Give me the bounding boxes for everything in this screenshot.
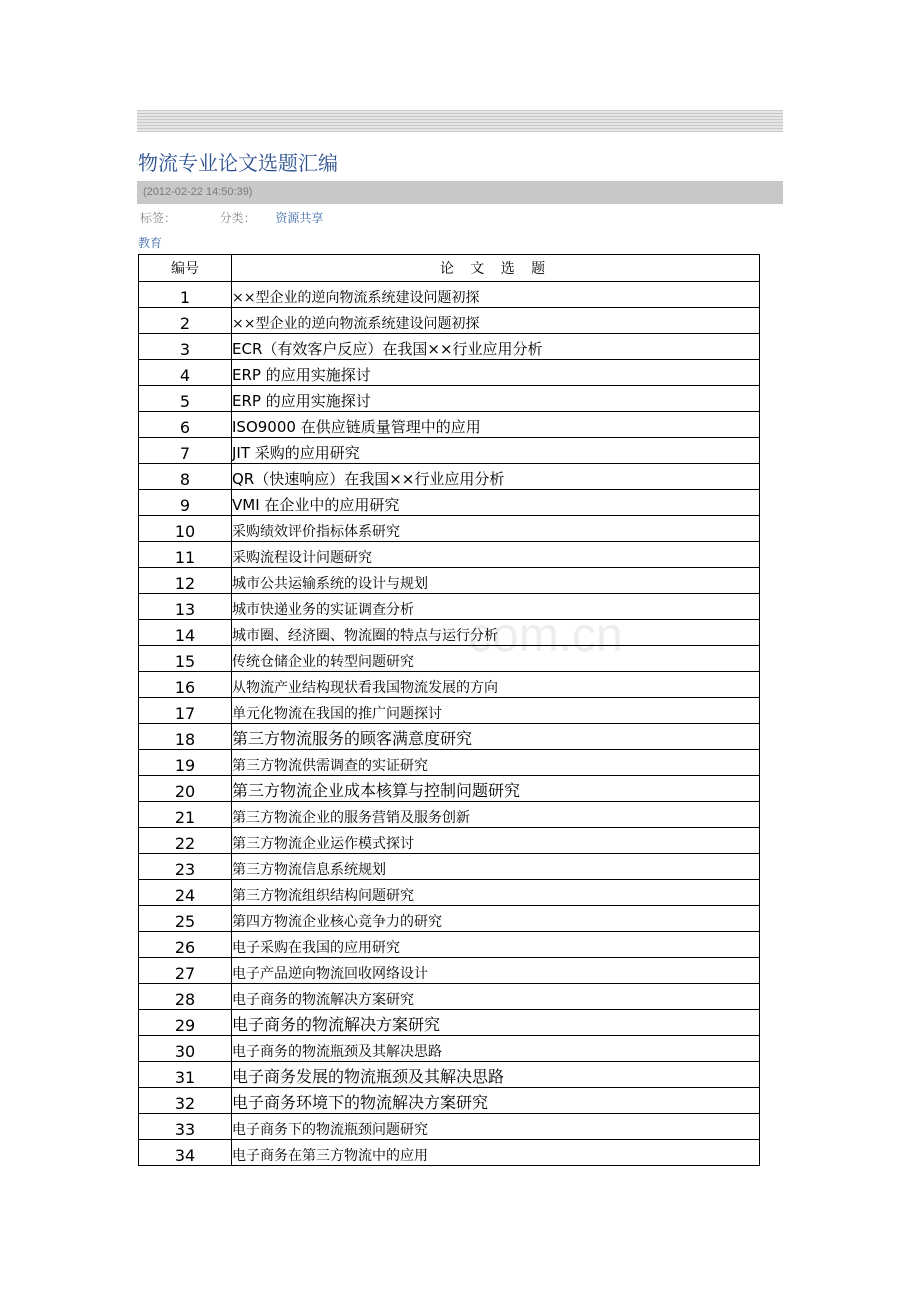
row-topic: 城市圈、经济圈、物流圈的特点与运行分析 xyxy=(232,620,760,646)
row-topic: ISO9000 在供应链质量管理中的应用 xyxy=(232,412,760,438)
header-bar xyxy=(137,110,783,132)
table-row xyxy=(139,386,760,412)
row-number: 2 xyxy=(139,308,232,334)
row-topic: JIT 采购的应用研究 xyxy=(232,438,760,464)
row-topic: 电子商务的物流解决方案研究 xyxy=(232,1010,760,1036)
table-row xyxy=(139,958,760,984)
table-row xyxy=(139,438,760,464)
article-datetime: (2012-02-22 14:50:39) xyxy=(143,186,253,198)
table-row xyxy=(139,1036,760,1062)
row-topic: ECR（有效客户反应）在我国××行业应用分析 xyxy=(232,334,760,360)
table-row xyxy=(139,984,760,1010)
table-row xyxy=(139,750,760,776)
table-row xyxy=(139,724,760,750)
row-number: 25 xyxy=(139,906,232,932)
row-number: 22 xyxy=(139,828,232,854)
row-topic: 采购流程设计问题研究 xyxy=(232,542,760,568)
table-row xyxy=(139,802,760,828)
row-topic: 电子商务环境下的物流解决方案研究 xyxy=(232,1088,760,1114)
row-number: 5 xyxy=(139,386,232,412)
row-number: 27 xyxy=(139,958,232,984)
category-label: 分类： xyxy=(219,211,256,225)
tags-label: 标签： xyxy=(140,211,177,225)
table-header-row xyxy=(139,255,760,282)
table-row xyxy=(139,698,760,724)
table-row xyxy=(139,1140,760,1166)
table-row xyxy=(139,568,760,594)
table-row xyxy=(139,906,760,932)
row-number: 8 xyxy=(139,464,232,490)
table-row xyxy=(139,646,760,672)
category-link-resource-share[interactable]: 资源共享 xyxy=(275,211,324,225)
table-row xyxy=(139,516,760,542)
row-topic: 电子产品逆向物流回收网络设计 xyxy=(232,958,760,984)
row-number: 30 xyxy=(139,1036,232,1062)
row-topic: QR（快速响应）在我国××行业应用分析 xyxy=(232,464,760,490)
row-number: 13 xyxy=(139,594,232,620)
table-row xyxy=(139,1010,760,1036)
row-number: 29 xyxy=(139,1010,232,1036)
row-number: 34 xyxy=(139,1140,232,1166)
row-topic: 电子商务发展的物流瓶颈及其解决思路 xyxy=(232,1062,760,1088)
row-number: 1 xyxy=(139,282,232,308)
table-row xyxy=(139,932,760,958)
table-row xyxy=(139,1088,760,1114)
row-topic: 第四方物流企业核心竞争力的研究 xyxy=(232,906,760,932)
row-topic: ××型企业的逆向物流系统建设问题初探 xyxy=(232,308,760,334)
topics-table xyxy=(138,254,760,1166)
header-number: 编号 xyxy=(139,255,232,282)
table-row xyxy=(139,308,760,334)
row-number: 11 xyxy=(139,542,232,568)
row-topic: 第三方物流信息系统规划 xyxy=(232,854,760,880)
row-topic: 传统仓储企业的转型问题研究 xyxy=(232,646,760,672)
category-link-education[interactable]: 教育 xyxy=(138,236,163,250)
table-row xyxy=(139,334,760,360)
row-number: 24 xyxy=(139,880,232,906)
row-topic: 电子商务的物流解决方案研究 xyxy=(232,984,760,1010)
row-number: 4 xyxy=(139,360,232,386)
row-number: 32 xyxy=(139,1088,232,1114)
row-number: 26 xyxy=(139,932,232,958)
date-bar xyxy=(137,181,783,204)
row-number: 15 xyxy=(139,646,232,672)
table-row xyxy=(139,282,760,308)
row-topic: 电子商务下的物流瓶颈问题研究 xyxy=(232,1114,760,1140)
row-number: 9 xyxy=(139,490,232,516)
row-topic: 第三方物流服务的顾客满意度研究 xyxy=(232,724,760,750)
header-topic: 论 文 选 题 xyxy=(232,255,760,282)
row-number: 12 xyxy=(139,568,232,594)
table-row xyxy=(139,490,760,516)
table-row xyxy=(139,360,760,386)
table-row xyxy=(139,620,760,646)
row-number: 21 xyxy=(139,802,232,828)
row-number: 6 xyxy=(139,412,232,438)
watermark: com.cn xyxy=(468,609,623,662)
row-topic: 第三方物流企业成本核算与控制问题研究 xyxy=(232,776,760,802)
row-number: 19 xyxy=(139,750,232,776)
row-topic: 城市公共运输系统的设计与规划 xyxy=(232,568,760,594)
table-row xyxy=(139,672,760,698)
row-number: 18 xyxy=(139,724,232,750)
row-topic: 电子采购在我国的应用研究 xyxy=(232,932,760,958)
row-topic: 电子商务在第三方物流中的应用 xyxy=(232,1140,760,1166)
table-row xyxy=(139,1062,760,1088)
table-row xyxy=(139,854,760,880)
row-topic: 第三方物流供需调查的实证研究 xyxy=(232,750,760,776)
row-number: 14 xyxy=(139,620,232,646)
table-row xyxy=(139,412,760,438)
row-number: 7 xyxy=(139,438,232,464)
row-topic: VMI 在企业中的应用研究 xyxy=(232,490,760,516)
row-number: 28 xyxy=(139,984,232,1010)
row-number: 3 xyxy=(139,334,232,360)
table-row xyxy=(139,464,760,490)
table-row xyxy=(139,828,760,854)
table-row xyxy=(139,594,760,620)
row-topic: ERP 的应用实施探讨 xyxy=(232,386,760,412)
row-number: 16 xyxy=(139,672,232,698)
row-topic: 电子商务的物流瓶颈及其解决思路 xyxy=(232,1036,760,1062)
table-row xyxy=(139,542,760,568)
row-number: 20 xyxy=(139,776,232,802)
row-topic: ××型企业的逆向物流系统建设问题初探 xyxy=(232,282,760,308)
row-number: 17 xyxy=(139,698,232,724)
row-number: 23 xyxy=(139,854,232,880)
row-topic: 第三方物流企业运作模式探讨 xyxy=(232,828,760,854)
row-number: 10 xyxy=(139,516,232,542)
row-topic: 城市快递业务的实证调查分析 xyxy=(232,594,760,620)
table-row xyxy=(139,776,760,802)
row-topic: 第三方物流企业的服务营销及服务创新 xyxy=(232,802,760,828)
row-topic: 从物流产业结构现状看我国物流发展的方向 xyxy=(232,672,760,698)
table-row xyxy=(139,880,760,906)
row-topic: ERP 的应用实施探讨 xyxy=(232,360,760,386)
row-topic: 采购绩效评价指标体系研究 xyxy=(232,516,760,542)
row-number: 33 xyxy=(139,1114,232,1140)
row-topic: 第三方物流组织结构问题研究 xyxy=(232,880,760,906)
table-row xyxy=(139,1114,760,1140)
row-topic: 单元化物流在我国的推广问题探讨 xyxy=(232,698,760,724)
article-meta xyxy=(140,209,323,226)
row-number: 31 xyxy=(139,1062,232,1088)
article-title[interactable]: 物流专业论文选题汇编 xyxy=(138,151,338,175)
